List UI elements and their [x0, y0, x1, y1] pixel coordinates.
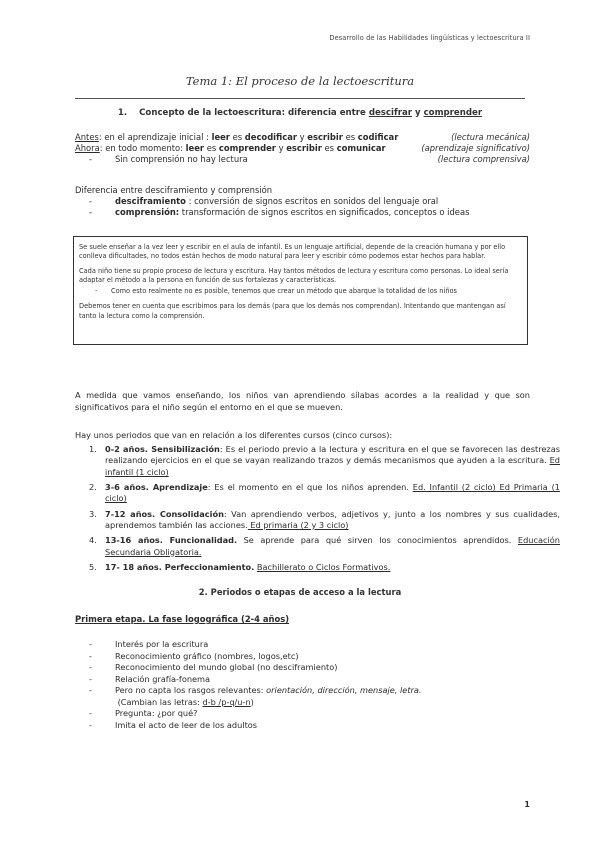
stage-item: [75, 662, 530, 674]
period-item: [89, 444, 560, 478]
stage-item: [75, 651, 530, 663]
stage-1-heading: Primera etapa. La fase logográfica (2-4 años): [75, 614, 290, 624]
section-1-heading: [0, 108, 600, 119]
stage-item-italic: orientación, dirección, mensaje, letra.: [266, 685, 422, 695]
period-number: 4.: [89, 535, 97, 546]
phase-bold: comunicar: [336, 143, 386, 153]
period-number: 5.: [89, 561, 97, 572]
phase-row-ahora: [75, 143, 530, 154]
period-number: 2.: [89, 481, 97, 492]
note-subitem: [79, 287, 522, 296]
stage-item-tail: ): [250, 696, 254, 707]
note-paragraph-3: Debemos tener en cuenta que escribimos para los demás (para que los demás nos comprendan). Intentando que mantengan así tanto la lectura como la comprensión.: [79, 302, 506, 320]
section-1-term-comprender: comprender: [423, 108, 483, 118]
note-paragraph-1: Se suele enseñar a la vez leer y escribir en el aula de infantil. Es un lenguaje artificial, depende de la creación humana y por ello conlleva dificultades, no todos están hechos de modo natural para leer y escribir cómo podemos estar hechos para hablar.: [79, 243, 506, 261]
phase-label: Ahora: [75, 143, 100, 153]
page-number: 1: [524, 800, 530, 809]
periods-list: [75, 444, 560, 577]
bullet-dash: -: [89, 708, 92, 718]
difference-term: desciframiento: [115, 196, 186, 206]
section-1-prefix: Concepto de la lectoescritura: diferencia entre: [139, 108, 369, 118]
phase-bold: escribir: [307, 132, 343, 142]
note-subitem-text: Como esto realmente no es posible, tenemos que crear un método que abarque la totalidad de los niños: [111, 287, 457, 296]
paragraph-periods-intro: Hay unos periodos que van en relación a los diferentes cursos (cinco cursos):: [75, 430, 393, 440]
stage-item-text: Relación grafía-fonema: [115, 673, 211, 684]
phases-block: [75, 132, 530, 165]
period-title: 13-16 años. Funcionalidad.: [105, 535, 238, 546]
difference-term: comprensión:: [115, 207, 180, 217]
bullet-dash: -: [89, 196, 93, 206]
phase-text: es: [321, 143, 337, 153]
phase-note: (lectura comprensiva): [437, 154, 530, 164]
bullet-dash: -: [89, 207, 93, 217]
phase-text: y: [297, 132, 308, 142]
difference-text: transformación de signos escritos en significados, conceptos o ideas: [179, 207, 470, 217]
bullet-dash: -: [89, 639, 92, 649]
period-number: 3.: [89, 508, 97, 519]
stage-item-text: Reconocimiento del mundo global (no desciframiento): [115, 662, 338, 672]
phase-bold: leer: [211, 132, 230, 142]
title-divider: [75, 98, 525, 99]
phase-label: Antes: [75, 132, 99, 142]
period-item: [89, 508, 560, 532]
stage-item: [75, 685, 530, 697]
bullet-dash: -: [89, 650, 92, 661]
phase-text: : en el aprendizaje inicial :: [98, 132, 212, 142]
stage-1-list: [75, 639, 530, 731]
stage-item: [75, 674, 530, 686]
section-1-joiner: y: [411, 108, 424, 118]
phase-text: y: [275, 143, 287, 153]
note-box: [73, 236, 528, 345]
period-course: Ed. Infantil (2 ciclo) Ed Primaria (1 ciclo): [105, 481, 560, 504]
phase-text: es: [204, 143, 219, 153]
note-paragraph-2: Cada niño tiene su propio proceso de lectura y escritura. Hay tantos métodos de lectura y escritura como personas. Lo ideal sería adaptar el método a la persona en función de sus fortalezas y características.: [79, 267, 509, 285]
phase-bold: comprender: [218, 143, 276, 153]
section-2-heading: 2. Periodos o etapas de acceso a la lectura: [198, 587, 402, 597]
phase-row-antes: [75, 132, 530, 143]
section-1-number: 1.: [117, 108, 128, 118]
period-text: Se aprende para qué sirven los conocimientos aprendidos.: [237, 535, 518, 546]
period-title: 7-12 años. Consolidación: [105, 508, 224, 519]
stage-item: [75, 720, 530, 732]
period-course: Educación Secundaria Obligatoria.: [105, 535, 560, 557]
stage-item-text: Pregunta: ¿por qué?: [115, 708, 198, 718]
phase-extra-text: Sin comprensión no hay lectura: [115, 154, 248, 164]
period-text: : Es el periodo previo a la lectura y escritura en el que se favorecen las destrezas realizando ejercicios en el que se vayan realizando trazos y demás mecanismos que ayuden a la escritura.: [105, 444, 560, 466]
phase-note: (lectura mecánica): [451, 132, 530, 142]
phase-text: es: [342, 132, 358, 142]
period-item: [89, 481, 560, 505]
period-course: Bachillerato o Ciclos Formativos.: [256, 561, 391, 572]
difference-text: : conversión de signos escritos en sonidos del lenguaje oral: [185, 196, 439, 206]
period-course: Ed primaria (2 y 3 ciclo): [247, 519, 349, 530]
difference-item: [75, 196, 530, 207]
paragraph-syllables: A medida que vamos enseñando, los niños van aprendiendo sílabas acordes a la realidad y que son significativos para el niño según el entorno en el que se mueven.: [75, 390, 530, 413]
phase-note: (aprendizaje significativo): [421, 143, 530, 153]
period-title: 0-2 años. Sensibilización: [105, 444, 220, 454]
document-title: Tema 1: El proceso de la lectoescritura: [185, 74, 415, 88]
bullet-dash: -: [89, 662, 92, 672]
period-title: 17- 18 años. Perfeccionamiento.: [105, 561, 255, 572]
period-item: [89, 535, 560, 558]
running-header: Desarrollo de las Habilidades lingüísticas y lectoescritura II: [329, 34, 530, 42]
stage-item: [75, 697, 530, 709]
difference-item: [75, 207, 530, 218]
period-number: 1.: [89, 444, 97, 454]
bullet-dash: -: [89, 154, 93, 164]
bullet-dash: -: [89, 685, 92, 695]
phase-bold: codificar: [357, 132, 399, 142]
phase-bold: leer: [185, 143, 205, 153]
stage-item-text: (Cambian las letras:: [115, 696, 203, 707]
period-text: : Van aprendiendo verbos, adjetivos y, junto a los nombres y sus cualidades, aprendemos también las acciones.: [105, 508, 560, 530]
section-1-term-descifrar: descifrar: [368, 108, 412, 118]
bullet-dash: -: [95, 287, 98, 296]
phase-text: es: [229, 132, 245, 142]
stage-item-text: Pero no capta los rasgos relevantes:: [115, 685, 267, 695]
stage-item-text: Interés por la escritura: [115, 639, 209, 649]
difference-block: [75, 185, 530, 218]
period-item: [89, 561, 560, 573]
phase-bold: decodificar: [244, 132, 298, 142]
stage-item-text: Reconocimiento gráfico (nombres, logos,etc): [115, 650, 299, 661]
bullet-dash: -: [89, 673, 92, 684]
bullet-dash: -: [89, 719, 92, 730]
stage-item: [75, 708, 530, 720]
stage-item: [75, 639, 530, 651]
period-title: 3-6 años. Aprendizaje: [105, 481, 208, 492]
phase-row-extra: [75, 154, 530, 165]
period-text: : Es el momento en el que los niños aprenden.: [207, 481, 413, 492]
phase-bold: escribir: [286, 143, 322, 153]
stage-item-text: Imita el acto de leer de los adultos: [115, 719, 258, 730]
stage-item-underline: d-b /p-q/u-n: [202, 696, 251, 707]
phase-text: : en todo momento:: [99, 143, 186, 153]
difference-intro: Diferencia entre desciframiento y comprensión: [75, 185, 273, 195]
period-course: Ed infantil (1 ciclo): [105, 455, 560, 477]
